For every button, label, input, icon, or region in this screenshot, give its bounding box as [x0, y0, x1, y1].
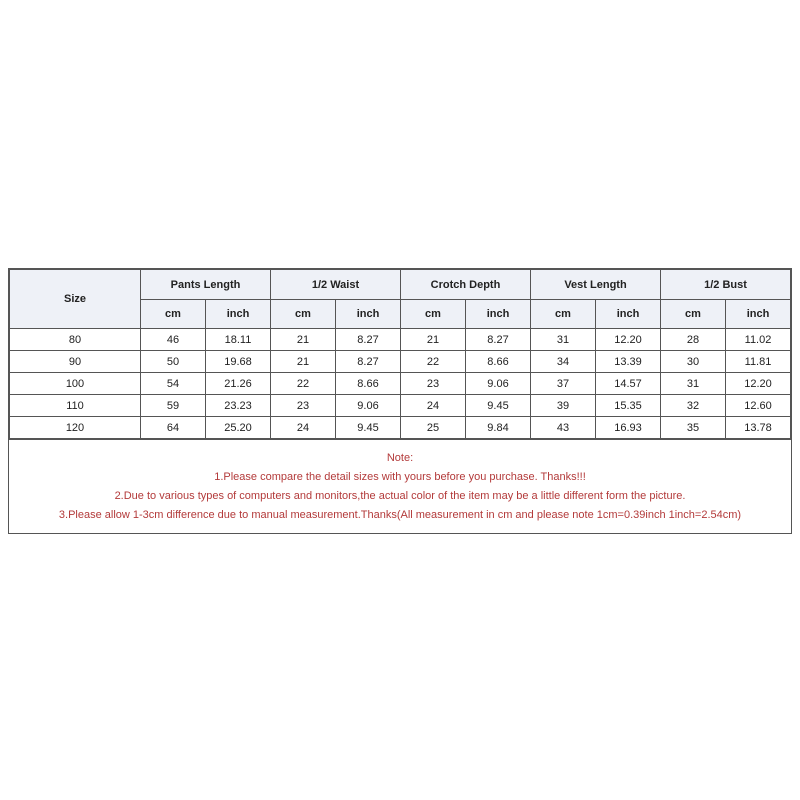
note-line: 2.Due to various types of computers and monitors,the actual color of the item may be a little different form the picture. [114, 489, 686, 502]
note-line: 3.Please allow 1-3cm difference due to manual measurement.Thanks(All measurement in cm and please note 1cm=0.39inch 1inch=2.54cm) [58, 508, 742, 521]
group-header-pants-length: Pants Length [141, 270, 271, 300]
table-cell: 34 [531, 351, 596, 373]
unit-header-cm: cm [401, 300, 466, 329]
table-cell: 8.27 [336, 351, 401, 373]
table-cell: 8.27 [466, 329, 531, 351]
table-cell: 8.66 [336, 373, 401, 395]
notes-section [9, 439, 791, 533]
unit-header-inch: inch [466, 300, 531, 329]
table-row [10, 417, 791, 439]
table-cell: 14.57 [596, 373, 661, 395]
table-row [10, 373, 791, 395]
table-cell: 35 [661, 417, 726, 439]
table-cell: 9.06 [336, 395, 401, 417]
table-cell: 24 [271, 417, 336, 439]
table-row [10, 351, 791, 373]
table-cell: 31 [531, 329, 596, 351]
table-cell: 90 [10, 351, 141, 373]
table-cell: 100 [10, 373, 141, 395]
table-cell: 12.60 [726, 395, 791, 417]
table-cell: 110 [10, 395, 141, 417]
table-cell: 11.02 [726, 329, 791, 351]
table-cell: 13.78 [726, 417, 791, 439]
table-cell: 23 [401, 373, 466, 395]
table-cell: 32 [661, 395, 726, 417]
unit-header-cm: cm [661, 300, 726, 329]
table-cell: 21 [271, 329, 336, 351]
unit-header-cm: cm [531, 300, 596, 329]
group-header-half-bust: 1/2 Bust [661, 270, 791, 300]
table-cell: 21.26 [206, 373, 271, 395]
table-cell: 37 [531, 373, 596, 395]
table-cell: 15.35 [596, 395, 661, 417]
table-row [10, 395, 791, 417]
table-cell: 64 [141, 417, 206, 439]
table-cell: 25 [401, 417, 466, 439]
table-cell: 12.20 [726, 373, 791, 395]
table-cell: 21 [401, 329, 466, 351]
table-cell: 8.66 [466, 351, 531, 373]
table-cell: 23 [271, 395, 336, 417]
size-chart [8, 268, 792, 534]
table-cell: 120 [10, 417, 141, 439]
table-cell: 9.84 [466, 417, 531, 439]
table-cell: 28 [661, 329, 726, 351]
group-header-crotch-depth: Crotch Depth [401, 270, 531, 300]
table-cell: 31 [661, 373, 726, 395]
unit-header-inch: inch [726, 300, 791, 329]
table-cell: 59 [141, 395, 206, 417]
table-cell: 16.93 [596, 417, 661, 439]
unit-header-cm: cm [271, 300, 336, 329]
table-cell: 22 [401, 351, 466, 373]
notes-title: Note: [386, 451, 414, 464]
table-cell: 39 [531, 395, 596, 417]
unit-header-inch: inch [596, 300, 661, 329]
group-header-half-waist: 1/2 Waist [271, 270, 401, 300]
table-cell: 46 [141, 329, 206, 351]
table-cell: 12.20 [596, 329, 661, 351]
group-header-vest-length: Vest Length [531, 270, 661, 300]
table-cell: 22 [271, 373, 336, 395]
table-row [10, 329, 791, 351]
table-cell: 18.11 [206, 329, 271, 351]
table-cell: 9.45 [466, 395, 531, 417]
table-cell: 8.27 [336, 329, 401, 351]
table-cell: 54 [141, 373, 206, 395]
table-cell: 43 [531, 417, 596, 439]
table-cell: 19.68 [206, 351, 271, 373]
table-cell: 30 [661, 351, 726, 373]
unit-header-inch: inch [206, 300, 271, 329]
table-cell: 25.20 [206, 417, 271, 439]
table-cell: 50 [141, 351, 206, 373]
size-table [9, 269, 791, 439]
table-cell: 21 [271, 351, 336, 373]
table-cell: 13.39 [596, 351, 661, 373]
table-cell: 80 [10, 329, 141, 351]
note-line: 1.Please compare the detail sizes with yours before you purchase. Thanks!!! [214, 470, 586, 483]
unit-header-cm: cm [141, 300, 206, 329]
table-cell: 9.06 [466, 373, 531, 395]
size-header: Size [10, 270, 141, 329]
table-cell: 11.81 [726, 351, 791, 373]
table-cell: 24 [401, 395, 466, 417]
table-cell: 9.45 [336, 417, 401, 439]
table-cell: 23.23 [206, 395, 271, 417]
unit-header-inch: inch [336, 300, 401, 329]
